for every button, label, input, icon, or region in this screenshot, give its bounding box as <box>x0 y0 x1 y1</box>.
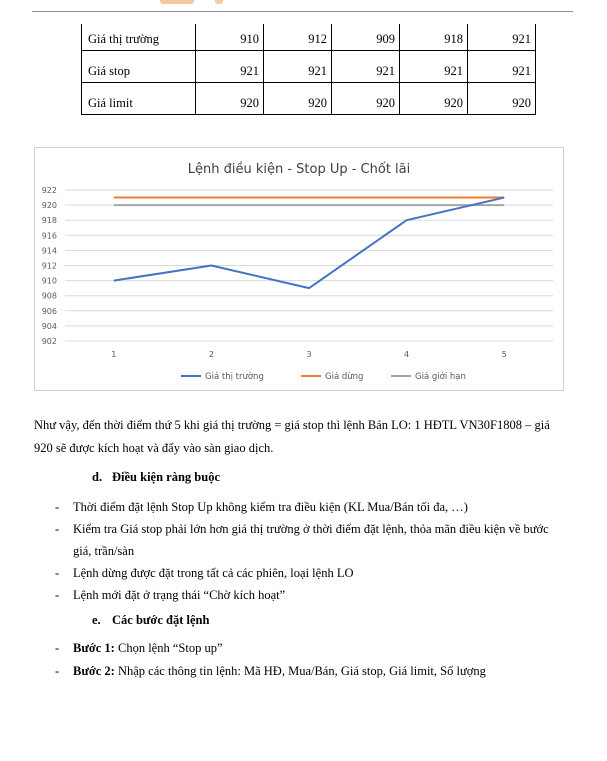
line-chart <box>34 147 564 391</box>
legend-label: Giá thị trường <box>205 372 264 382</box>
paragraph-line: 920 sẽ được kích hoạt và đẩy vào sàn giao dịch. <box>34 441 274 455</box>
step-text: Chọn lệnh “Stop up” <box>114 641 223 655</box>
paragraph <box>34 414 574 460</box>
row-label: Giá limit <box>82 82 196 114</box>
step-label: Bước 2: <box>73 664 115 678</box>
row-label: Giá thị trường <box>82 24 196 50</box>
series-line <box>114 198 504 289</box>
price-table <box>81 24 536 115</box>
legend-label: Giá dừng <box>325 372 364 382</box>
y-tick-label: 922 <box>41 186 57 195</box>
legend-label: Giá giới hạn <box>415 372 466 382</box>
chart-canvas <box>35 148 563 390</box>
table-cell: 920 <box>196 82 264 114</box>
y-tick-label: 906 <box>41 306 57 316</box>
y-tick-label: 908 <box>41 291 57 301</box>
y-tick-label: 910 <box>41 276 57 286</box>
table-row <box>82 82 536 114</box>
section-letter: e. <box>92 613 101 627</box>
y-tick-label: 916 <box>41 231 57 241</box>
y-tick-label: 904 <box>41 321 57 331</box>
table-cell: 921 <box>264 50 332 82</box>
list-item <box>55 518 575 562</box>
paragraph-line: Như vậy, đến thời điểm thứ 5 khi giá thị trường = giá stop thì lệnh Bán LO: 1 HĐTL VN30F1808 – giá <box>34 418 550 432</box>
x-tick-label: 2 <box>208 350 214 359</box>
y-tick-label: 914 <box>41 246 57 256</box>
section-heading-d <box>92 470 220 485</box>
table-row <box>82 24 536 50</box>
list-item-text: Lệnh mới đặt ở trạng thái “Chờ kích hoạt” <box>73 588 286 602</box>
list-item <box>55 637 575 659</box>
header-decoration <box>215 0 223 4</box>
row-label: Giá stop <box>82 50 196 82</box>
table-cell: 909 <box>332 24 400 50</box>
chart-title: Lệnh điều kiện - Stop Up - Chốt lãi <box>187 162 411 177</box>
header-decoration <box>160 0 194 4</box>
section-letter: d. <box>92 470 103 484</box>
bullet-dash: - <box>55 500 60 514</box>
x-tick-label: 1 <box>111 350 117 359</box>
x-tick-label: 5 <box>501 350 507 359</box>
table-cell: 921 <box>468 24 536 50</box>
list-item-text: Thời điểm đặt lệnh Stop Up không kiểm tra điều kiện (KL Mua/Bán tối đa, …) <box>73 500 468 514</box>
x-tick-label: 4 <box>404 350 410 359</box>
table-cell: 912 <box>264 24 332 50</box>
y-tick-label: 918 <box>41 216 57 226</box>
bullet-dash: - <box>55 588 60 602</box>
table-cell: 921 <box>400 50 468 82</box>
bullet-dash: - <box>55 664 60 678</box>
header-rule <box>32 11 573 12</box>
y-tick-label: 902 <box>41 337 57 346</box>
table-cell: 910 <box>196 24 264 50</box>
bullet-dash: - <box>55 641 60 655</box>
table-cell: 918 <box>400 24 468 50</box>
step-text: Nhập các thông tin lệnh: Mã HĐ, Mua/Bán, Giá stop, Giá limit, Số lượng <box>114 664 486 678</box>
list-item-text <box>73 637 575 659</box>
list-item-text: giá, trần/sàn <box>73 544 135 558</box>
table-cell: 921 <box>196 50 264 82</box>
table-cell: 921 <box>332 50 400 82</box>
section-title: Các bước đặt lệnh <box>112 613 210 627</box>
table-cell: 920 <box>400 82 468 114</box>
list-item <box>55 562 575 584</box>
section-heading-e <box>92 613 209 628</box>
table-row <box>82 50 536 82</box>
y-tick-label: 920 <box>41 201 57 211</box>
step-label: Bước 1: <box>73 641 115 655</box>
list-item-text: Kiểm tra Giá stop phải lớn hơn giá thị trường ở thời điểm đặt lệnh, thỏa mãn điều kiện về bước <box>73 522 549 536</box>
x-tick-label: 3 <box>306 350 312 359</box>
list-item-text <box>73 660 575 682</box>
list-item <box>55 660 575 682</box>
table-cell: 921 <box>468 50 536 82</box>
list-item-text: Lệnh dừng được đặt trong tất cả các phiên, loại lệnh LO <box>73 566 354 580</box>
table-cell: 920 <box>264 82 332 114</box>
list-item <box>55 584 575 606</box>
y-tick-label: 912 <box>41 261 57 271</box>
list-item <box>55 496 575 518</box>
table-cell: 920 <box>468 82 536 114</box>
bullet-dash: - <box>55 522 60 536</box>
bullet-dash: - <box>55 566 60 580</box>
table-cell: 920 <box>332 82 400 114</box>
section-title: Điều kiện ràng buộc <box>112 470 221 484</box>
